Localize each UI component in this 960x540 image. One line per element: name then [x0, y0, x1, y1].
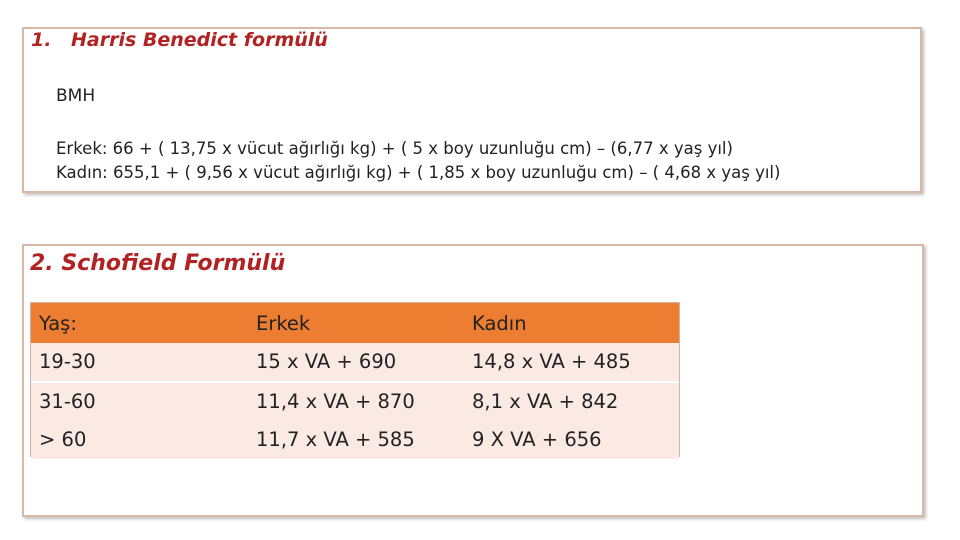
- schofield-table: [30, 302, 680, 457]
- cell-male: 11,7 x VA + 585: [256, 428, 415, 451]
- cell-male: 15 x VA + 690: [256, 350, 397, 373]
- cell-age: > 60: [39, 428, 87, 451]
- cell-female: 14,8 x VA + 485: [472, 350, 631, 373]
- cell-age: 19-30: [39, 350, 96, 373]
- table-row: [31, 383, 679, 423]
- table-row: [31, 343, 679, 383]
- header-male: Erkek: [256, 312, 311, 335]
- formula-male: Erkek: 66 + ( 13,75 x vücut ağırlığı kg) + ( 5 x boy uzunluğu cm) – (6,77 x yaş yıl): [56, 139, 733, 158]
- section-2-title: 2. Schofield Formülü: [30, 251, 286, 276]
- bmh-label: BMH: [56, 86, 96, 106]
- table-row: [31, 421, 679, 459]
- section-1-number: 1.: [31, 29, 52, 51]
- cell-female: 9 X VA + 656: [472, 428, 602, 451]
- table-header-row: [31, 303, 679, 343]
- header-female: Kadın: [472, 312, 527, 335]
- cell-age: 31-60: [39, 390, 96, 413]
- formula-female: Kadın: 655,1 + ( 9,56 x vücut ağırlığı kg) + ( 1,85 x boy uzunluğu cm) – ( 4,68 x yaş yıl): [56, 163, 781, 182]
- header-age: Yaş:: [39, 312, 77, 335]
- cell-male: 11,4 x VA + 870: [256, 390, 415, 413]
- section-1-title: Harris Benedict formülü: [71, 29, 328, 51]
- cell-female: 8,1 x VA + 842: [472, 390, 619, 413]
